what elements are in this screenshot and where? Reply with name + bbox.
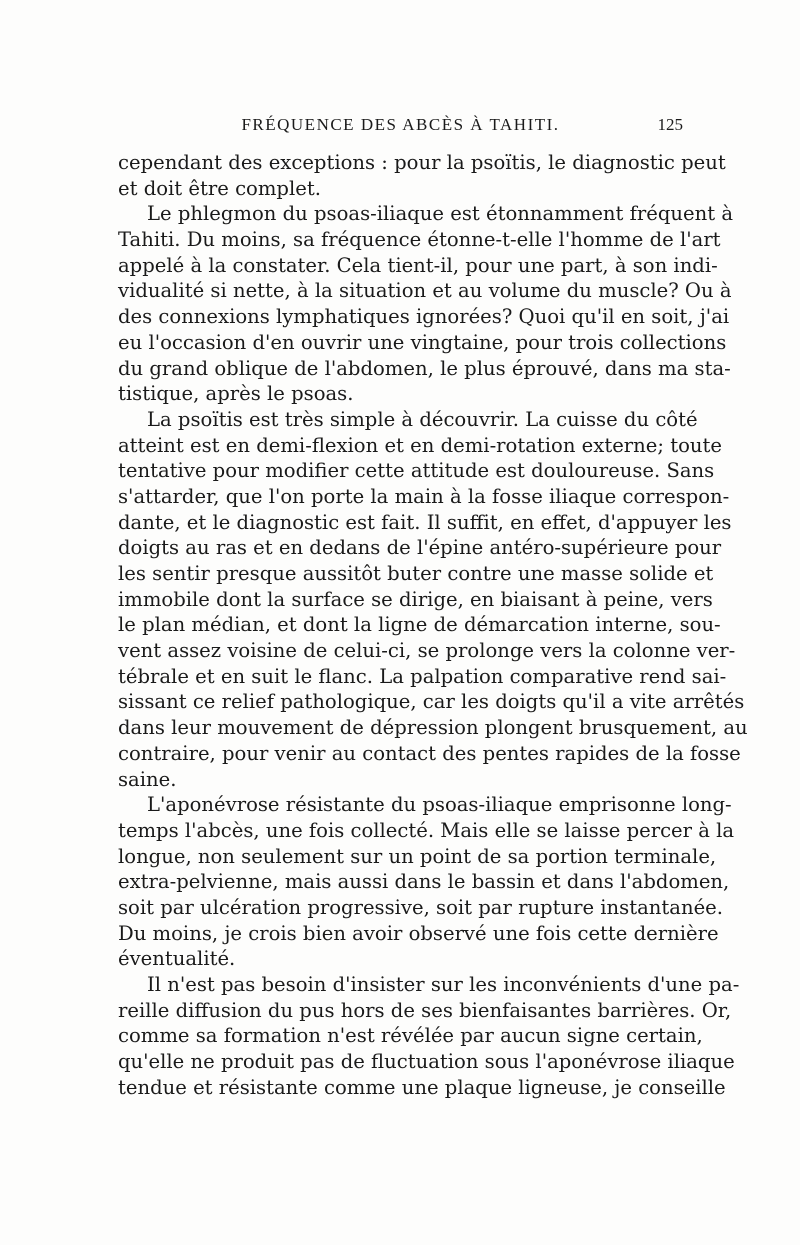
- text-line: du grand oblique de l'abdomen, le plus éprouvé, dans ma sta-: [118, 356, 731, 380]
- running-title: FRÉQUENCE DES ABCÈS À TAHITI.: [241, 115, 560, 134]
- text-line: appelé à la constater. Cela tient-il, pour une part, à son indi-: [118, 253, 718, 277]
- text-line: tentative pour modifier cette attitude est douloureuse. Sans: [118, 459, 715, 483]
- text-line: temps l'abcès, une fois collecté. Mais elle se laisse percer à la: [118, 818, 735, 842]
- text-line: longue, non seulement sur un point de sa portion terminale,: [118, 844, 717, 868]
- text-line: Tahiti. Du moins, sa fréquence étonne-t-elle l'homme de l'art: [118, 228, 721, 252]
- text-line: tébrale et en suit le flanc. La palpation comparative rend sai-: [118, 664, 727, 688]
- text-line: éventualité.: [118, 947, 236, 971]
- text-line: cependant des exceptions : pour la psoïtis, le diagnostic peut: [118, 151, 726, 174]
- text-line: Du moins, je crois bien avoir observé une fois cette dernière: [118, 921, 719, 945]
- text-line: sissant ce relief pathologique, car les doigts qu'il a vite arrêtés: [118, 690, 745, 714]
- text-line: tistique, après le psoas.: [118, 382, 354, 406]
- text-line: L'aponévrose résistante du psoas-iliaque emprisonne long-: [147, 793, 732, 817]
- text-line: Le phlegmon du psoas-iliaque est étonnamment fréquent à: [147, 202, 734, 226]
- running-head: [118, 112, 683, 138]
- text-line: le plan médian, et dont la ligne de démarcation interne, sou-: [118, 613, 721, 637]
- paragraph: [118, 792, 735, 972]
- text-line: comme sa formation n'est révélée par aucun signe certain,: [118, 1024, 703, 1048]
- text-line: immobile dont la surface se dirige, en biaisant à peine, vers: [118, 587, 713, 611]
- text-line: dante, et le diagnostic est fait. Il suffit, en effet, d'appuyer les: [118, 510, 732, 534]
- text-line: extra-pelvienne, mais aussi dans le bassin et dans l'abdomen,: [118, 870, 730, 894]
- text-line: les sentir presque aussitôt buter contre une masse solide et: [118, 562, 714, 585]
- text-line: soit par ulcération progressive, soit par rupture instantanée.: [118, 895, 723, 919]
- text-line: qu'elle ne produit pas de fluctuation sous l'aponévrose iliaque: [118, 1050, 735, 1074]
- text-line: eu l'occasion d'en ouvrir une vingtaine, pour trois collections: [118, 330, 727, 354]
- text-line: Il n'est pas besoin d'insister sur les inconvénients d'une pa-: [147, 973, 740, 996]
- text-line: vidualité si nette, à la situation et au volume du muscle? Ou à: [118, 279, 732, 303]
- text-line: et doit être complet.: [118, 176, 321, 200]
- text-line: tendue et résistante comme une plaque ligneuse, je conseille: [118, 1075, 726, 1099]
- paragraph: [118, 201, 734, 407]
- text-line: des connexions lymphatiques ignorées? Quoi qu'il en soit, j'ai: [118, 305, 730, 329]
- text-line: reille diffusion du pus hors de ses bienfaisantes barrières. Or,: [118, 998, 732, 1022]
- paragraph: [118, 407, 748, 792]
- text-line: atteint est en demi-flexion et en demi-rotation externe; toute: [118, 433, 722, 457]
- body-text: [118, 150, 748, 1100]
- text-line: contraire, pour venir au contact des pentes rapides de la fosse: [118, 741, 741, 765]
- text-line: doigts au ras et en dedans de l'épine antéro-supérieure pour: [118, 536, 722, 560]
- page-number: 125: [657, 115, 683, 134]
- paragraph: [118, 972, 740, 1100]
- text-line: dans leur mouvement de dépression plongent brusquement, au: [118, 716, 748, 740]
- text-line: La psoïtis est très simple à découvrir. La cuisse du côté: [147, 407, 698, 431]
- text-line: saine.: [118, 767, 177, 791]
- text-line: s'attarder, que l'on porte la main à la fosse iliaque correspon-: [118, 484, 730, 508]
- text-line: vent assez voisine de celui-ci, se prolonge vers la colonne ver-: [118, 639, 736, 663]
- paragraph: [118, 150, 726, 201]
